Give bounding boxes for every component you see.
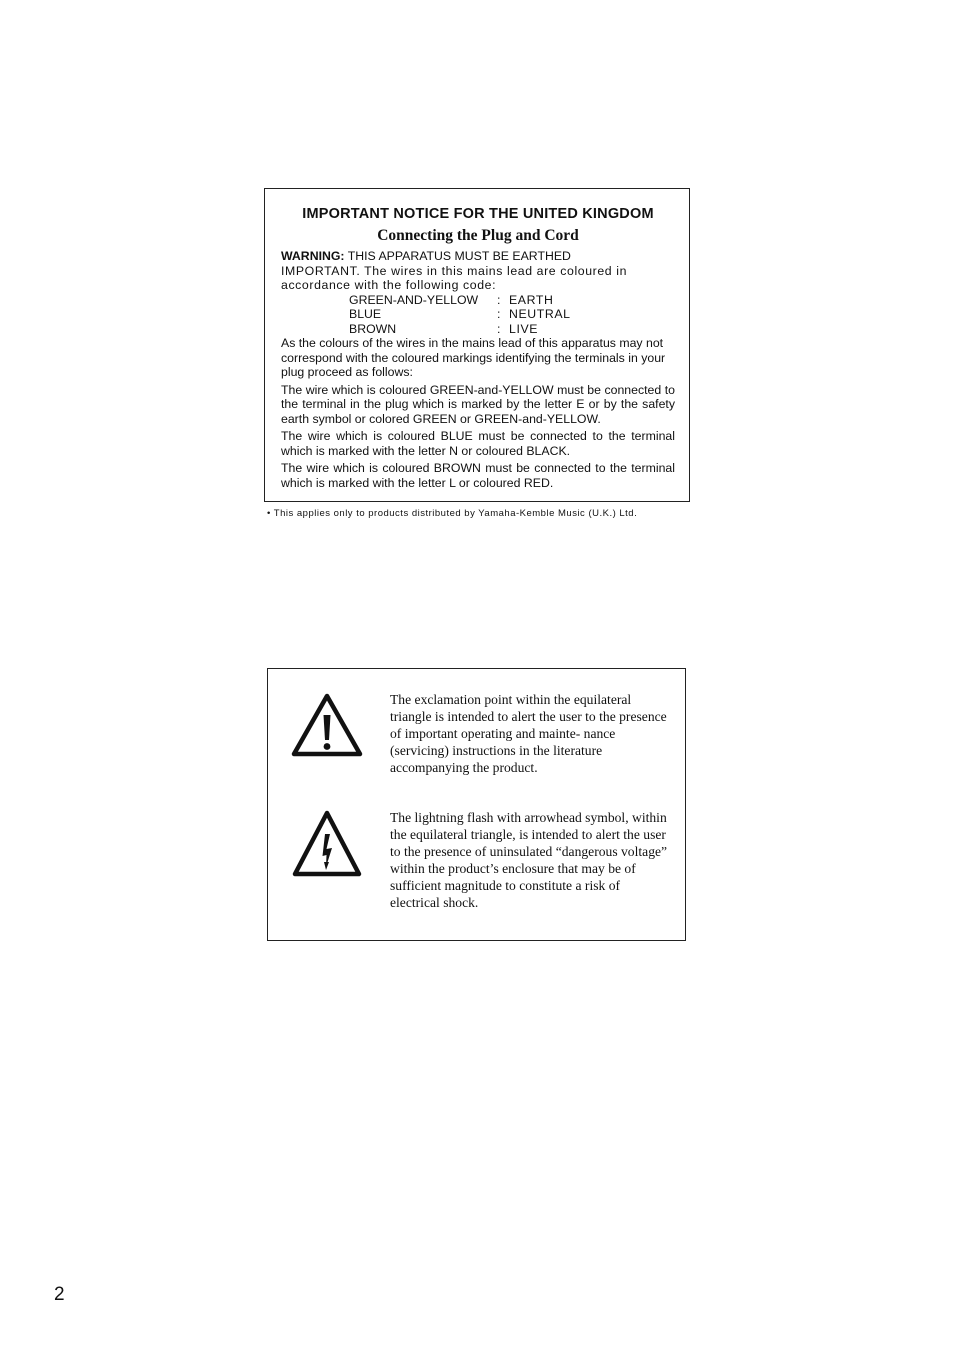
code-color: BLUE (349, 307, 382, 321)
code-sep: : (497, 292, 501, 307)
code-sep: : (497, 307, 501, 321)
uk-notice-box (264, 188, 690, 502)
footnote: • This applies only to products distributed by Yamaha-Kemble Music (U.K.) Ltd. (267, 508, 638, 519)
exclamation-triangle-icon (290, 691, 364, 764)
uk-notice-subtitle: Connecting the Plug and Cord (377, 227, 579, 244)
code-color: BROWN (349, 321, 397, 336)
exclamation-symbol-text: The exclamation point within the equilateral triangle is intended to alert the user to the presence of important operating and mainte- nance (servicing) instructions in the literature accompanying the product. (390, 692, 667, 775)
lightning-symbol-text: The lightning flash with arrowhead symbol, within the equilateral triangle, is intended to alert the user to the presence of uninsulated “dangerous voltage” within the product’s enclosure that may be of sufficient magnitude to constitute a risk of electrical shock. (390, 810, 668, 910)
code-row-neutral (349, 307, 571, 322)
code-row-earth (349, 293, 571, 308)
code-color: GREEN-AND-YELLOW (349, 292, 479, 307)
warning-line (281, 249, 675, 264)
para-green-yellow: The wire which is coloured GREEN-and-YELLOW must be connected to the terminal in the plug which is marked by the letter E or by the safety earth symbol or colored GREEN or GREEN-and-YELLOW. (281, 382, 675, 426)
important-text: IMPORTANT. The wires in this mains lead are coloured in accordance with the following code: (281, 263, 628, 292)
uk-notice-body (281, 249, 675, 490)
code-terminal: EARTH (509, 292, 554, 307)
page-number: 2 (54, 1284, 65, 1305)
lightning-triangle-icon (290, 809, 364, 882)
code-terminal: NEUTRAL (509, 307, 571, 321)
wire-color-code-table (349, 293, 571, 337)
para-colours: As the colours of the wires in the mains lead of this apparatus may not correspond with the coloured markings identifying the terminals in your plug proceed as follows: (281, 336, 666, 379)
code-row-live (349, 322, 571, 337)
uk-notice-title: IMPORTANT NOTICE FOR THE UNITED KINGDOM (302, 206, 654, 222)
para-brown: The wire which is coloured BROWN must be connected to the terminal which is marked with the letter L or coloured RED. (281, 461, 675, 490)
warning-text: THIS APPARATUS MUST BE EARTHED (344, 249, 571, 263)
warning-label: WARNING: (281, 249, 345, 263)
para-blue: The wire which is coloured BLUE must be connected to the terminal which is marked with the letter N or coloured BLACK. (281, 429, 675, 458)
code-terminal: LIVE (509, 321, 539, 336)
code-sep: : (497, 321, 501, 336)
safety-symbols-box (267, 668, 686, 941)
